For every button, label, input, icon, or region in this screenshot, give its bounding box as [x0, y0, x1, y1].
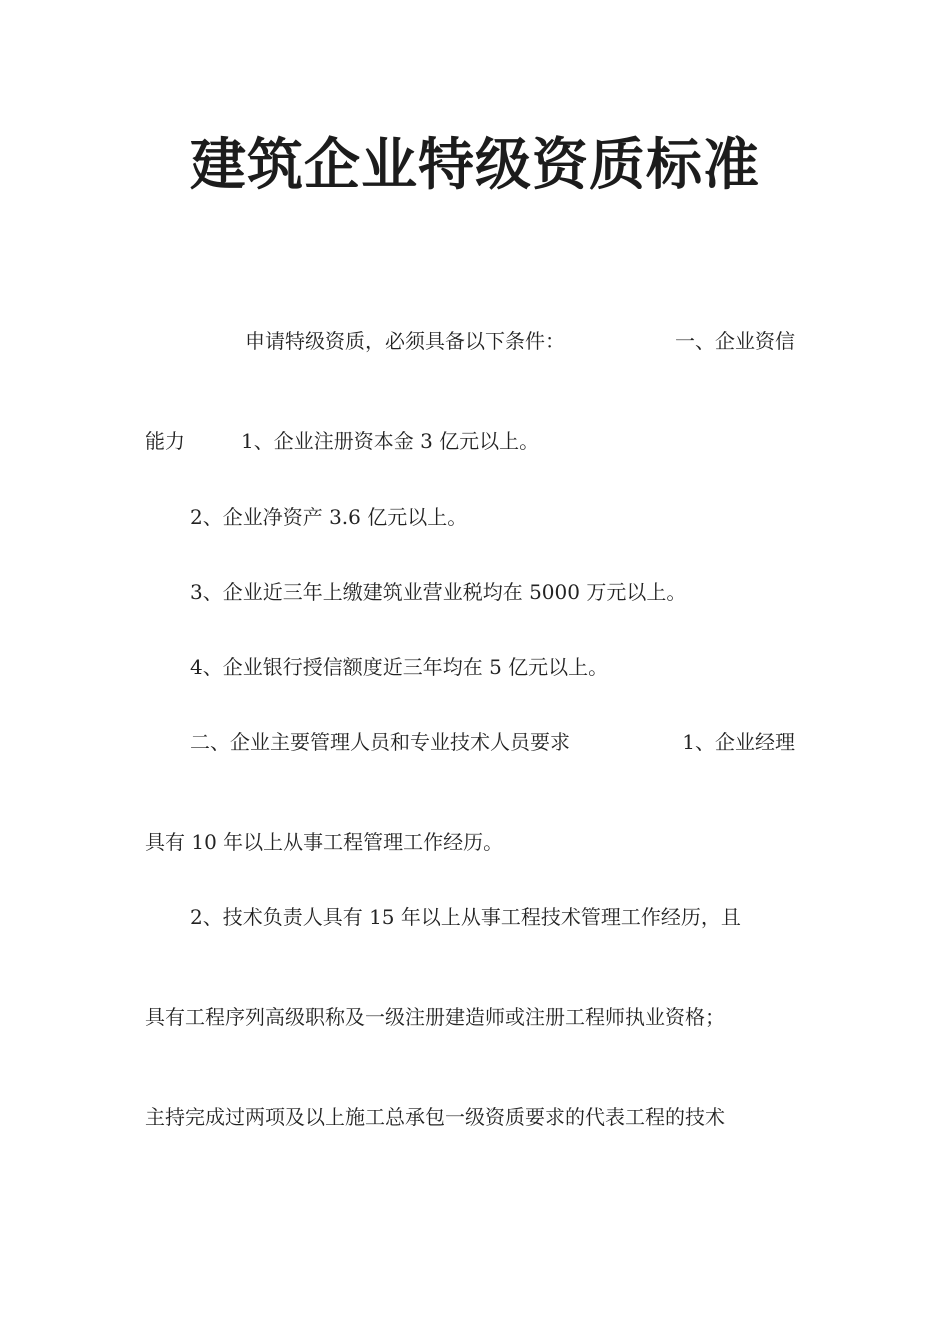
line-2-right: 1、企业注册资本金 3 亿元以上。 — [241, 429, 540, 453]
paragraph-line-10: 主持完成过两项及以上施工总承包一级资质要求的代表工程的技术 — [145, 1105, 725, 1129]
paragraph-line-4: 3、企业近三年上缴建筑业营业税均在 5000 万元以上。 — [190, 580, 687, 604]
line-1-left: 申请特级资质，必须具备以下条件： — [245, 329, 565, 353]
paragraph-line-1 — [145, 326, 795, 356]
page-title: 建筑企业特级资质标准 — [190, 133, 760, 198]
paragraph-line-6 — [145, 727, 795, 757]
line-6-right: 1、企业经理 — [682, 730, 795, 754]
paragraph-line-5: 4、企业银行授信额度近三年均在 5 亿元以上。 — [190, 655, 609, 679]
paragraph-line-2 — [145, 426, 795, 456]
line-6-left: 二、企业主要管理人员和专业技术人员要求 — [190, 730, 570, 754]
paragraph-line-3: 2、企业净资产 3.6 亿元以上。 — [190, 505, 468, 529]
paragraph-line-8: 2、技术负责人具有 15 年以上从事工程技术管理工作经历，且 — [190, 905, 741, 929]
line-1-right: 一、企业资信 — [675, 329, 795, 353]
line-2-left: 能力 — [145, 429, 185, 453]
paragraph-line-9: 具有工程序列高级职称及一级注册建造师或注册工程师执业资格； — [145, 1005, 725, 1029]
paragraph-line-7: 具有 10 年以上从事工程管理工作经历。 — [145, 830, 504, 854]
